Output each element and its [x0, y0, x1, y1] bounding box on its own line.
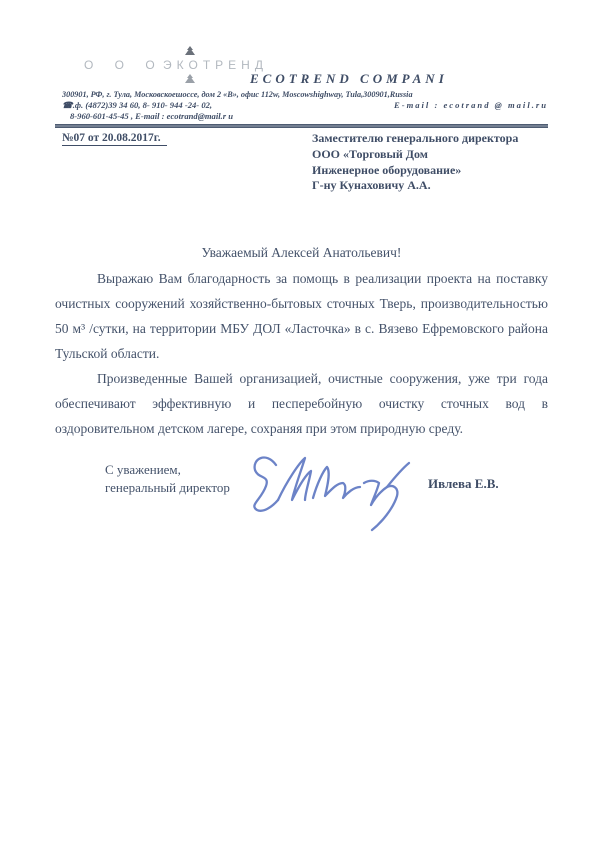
closing-regards: С уважением,: [105, 462, 181, 477]
tree-icon: [184, 46, 196, 56]
phone-numbers: .ф. (4872)39 34 60, 8- 910- 944 -24- 02,: [72, 100, 213, 110]
company-name: ECOTREND COMPANI: [250, 71, 448, 86]
recipient-line: Инженерное оборудование»: [312, 162, 462, 177]
signer-name: Ивлева Е.В.: [428, 476, 499, 491]
letter-body: [55, 266, 548, 441]
body-paragraph: Выражаю Вам благодарность за помощь в реализации проекта на поставку очистных сооружений хозяйственно-бытовых сточных Тверь, производительностью 50 м³ /сутки, на территории МБУ ДОЛ «Ласточка» в с. Вязево Ефремовского района Тульской области.: [55, 271, 548, 361]
recipient-line: Г-ну Кунаховичу А.А.: [312, 178, 431, 193]
logo-ooo-text: О О О: [84, 58, 164, 72]
address-line: 300901, РФ, г. Тула, Московскоешоссе, дом 2 «В», офис 112w, Moscowshighway, Tula,300901,Russia: [62, 90, 413, 99]
salutation: Уважаемый Алексей Анатольевич!: [201, 245, 402, 260]
reference-number: №07 от 20.08.2017г.: [62, 132, 167, 146]
phone-line-2: 8-960-601-45-45 , E-mail : ecotrand@mail.r u: [70, 111, 234, 121]
header-divider: [55, 124, 548, 128]
email-address: E-mail : ecotrand @ mail.ru: [393, 100, 548, 110]
recipient-line: Заместителю генерального директора: [312, 131, 519, 145]
phone-row: [62, 100, 548, 111]
recipient-block: [312, 131, 518, 194]
signature-image: [246, 441, 416, 536]
body-paragraph: Произведенные Вашей организацией, очистные сооружения, уже три года обеспечивают эффективную и песперебойную очистку сточных вод в оздоровительном детском лагере, сохраняя при этом природную среду.: [55, 371, 548, 436]
recipient-line: ООО «Торговый Дом: [312, 146, 428, 161]
phone-line: [62, 100, 212, 111]
phone-icon: ☎: [62, 100, 73, 110]
closing-title: генеральный директор: [105, 479, 230, 495]
closing-block: [105, 461, 230, 496]
logo-company-text: ЭКОТРЕНД: [163, 58, 268, 72]
tree-icon: [184, 74, 196, 84]
